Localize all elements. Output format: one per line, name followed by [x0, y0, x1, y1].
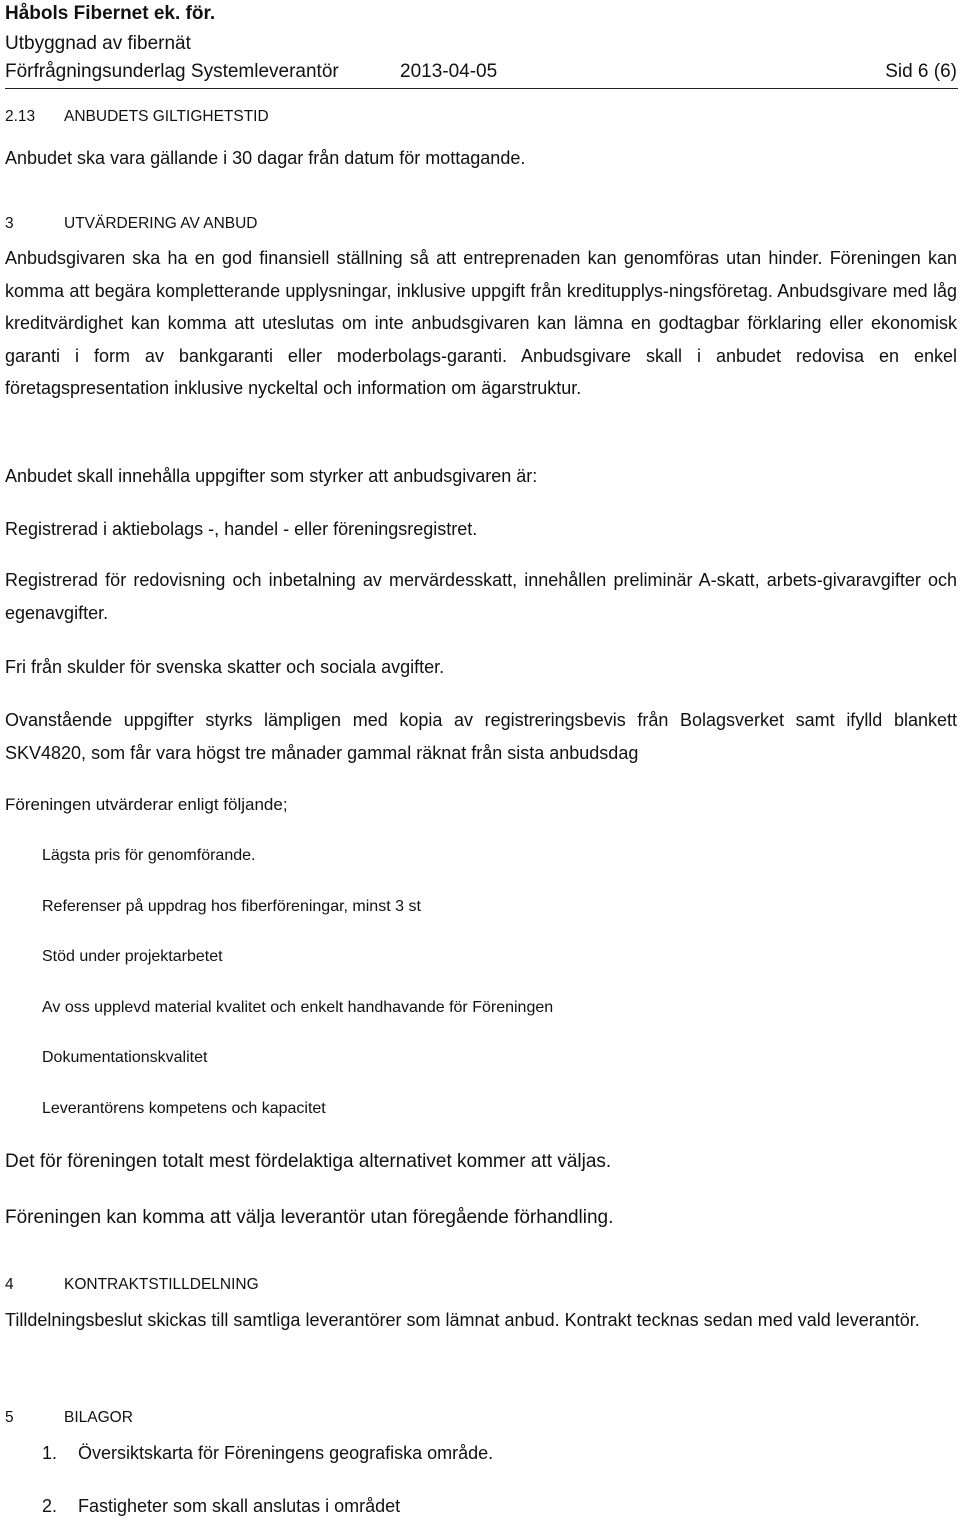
appendix-item [0, 1440, 900, 1466]
document-type: Förfrågningsunderlag Systemleverantör [5, 61, 339, 82]
section-number: 4 [5, 1276, 14, 1293]
criteria-item: Leverantörens kompetens och kapacitet [42, 1100, 326, 1117]
requirement-no-debts: Fri från skulder för svenska skatter och sociala avgifter. [5, 657, 445, 677]
appendix-title: Fastigheter som skall anslutas i området [78, 1496, 401, 1516]
page-number: Sid 6 (6) [885, 61, 957, 82]
validity-paragraph: Anbudet ska vara gällande i 30 dagar från datum för mottagande. [5, 148, 526, 168]
contract-award-paragraph: Tilldelningsbeslut skickas till samtliga leverantörer som lämnat anbud. Kontrakt tecknas sedan med vald leverantör. [5, 1310, 920, 1330]
financial-position-paragraph: Anbudsgivaren ska ha en god finansiell ställning så att entreprenaden kan genomföras utan hinder. Föreningen kan komma att begära kompletterande upplysningar, inklusive uppgift från kreditupplys-ningsföretag. Anbudsgivare med låg kreditvärdighet kan komma att uteslutas om inte anbudsgivaren kan lämna en godtagbar förklaring eller ekonomisk garanti i form av bankgaranti eller moderbolags-garanti. Anbudsgivare skall i anbudet redovisa en enkel företagspresentation inklusive nyckeltal och information om ägarstruktur. [5, 248, 957, 398]
requirements-intro: Anbudet skall innehålla uppgifter som styrker att anbudsgivaren är: [5, 466, 538, 486]
section-number: 2.13 [5, 108, 36, 125]
criteria-item: Lägsta pris för genomförande. [42, 847, 256, 864]
section-title: UTVÄRDERING AV ANBUD [64, 215, 258, 232]
criteria-item: Av oss upplevd material kvalitet och enkelt handhavande för Föreningen [42, 999, 554, 1016]
header-info-row [5, 58, 957, 86]
section-title: ANBUDETS GILTIGHETSTID [64, 108, 269, 125]
appendix-title: Översiktskarta för Föreningens geografiska område. [78, 1443, 494, 1463]
organization-name: Håbols Fibernet ek. för. [5, 3, 216, 24]
section-heading-3 [5, 212, 605, 236]
appendix-number: 1. [42, 1443, 58, 1463]
section-number: 3 [5, 215, 14, 232]
appendix-number: 2. [42, 1496, 58, 1516]
selection-statement: Det för föreningen totalt mest fördelaktiga alternativet kommer att väljas. [5, 1151, 612, 1172]
section-heading-4 [5, 1273, 605, 1297]
criteria-item: Stöd under projektarbetet [42, 948, 223, 965]
criteria-item: Referenser på uppdrag hos fiberföreningar, minst 3 st [42, 898, 421, 915]
section-title: BILAGOR [64, 1409, 133, 1426]
section-number: 5 [5, 1409, 14, 1426]
negotiation-statement: Föreningen kan komma att välja leverantör utan föregående förhandling. [5, 1207, 614, 1228]
appendix-item [0, 1493, 900, 1519]
section-title: KONTRAKTSTILLDELNING [64, 1276, 259, 1293]
section-heading-5 [5, 1406, 605, 1430]
requirement-registered-company: Registrerad i aktiebolags -, handel - eller föreningsregistret. [5, 519, 478, 539]
evaluation-intro: Föreningen utvärderar enligt följande; [5, 795, 288, 814]
requirement-vat-registration: Registrerad för redovisning och inbetalning av mervärdesskatt, innehållen preliminär A-skatt, arbets-givaravgifter och egenavgifter. [5, 570, 957, 623]
evidence-paragraph: Ovanstående uppgifter styrks lämpligen med kopia av registreringsbevis från Bolagsverket samt ifylld blankett SKV4820, som får vara högst tre månader gammal räknat från sista anbudsdag [5, 710, 957, 763]
document-subtitle: Utbyggnad av fibernät [5, 33, 191, 54]
section-heading-2-13 [5, 105, 605, 129]
header-divider [5, 88, 958, 89]
criteria-item: Dokumentationskvalitet [42, 1049, 208, 1066]
document-date: 2013-04-05 [400, 61, 498, 82]
